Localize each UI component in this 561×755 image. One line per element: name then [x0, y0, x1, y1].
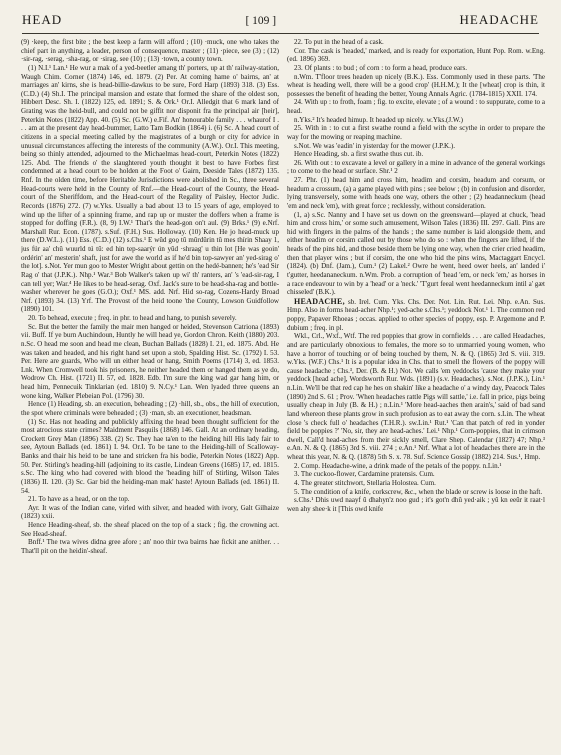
header-left-word: HEAD [22, 12, 63, 27]
running-header [22, 12, 539, 32]
sense-paragraph: Hence (1) Heading, sb. an execution, beheading ; (2) ·hill, sb., obs., the hill of execution, the spot where criminals were beheaded ; (3) ·man, sb. an executioner, headsman. [21, 400, 279, 417]
citation-block: s.Not. We was 'eadin' in yisterday for the mower (J.P.K.). [294, 141, 455, 150]
sense-paragraph: 24. With up : to froth, foam ; fig. to excite, elevate ; of a wound : to suppurate, come to a head. [287, 98, 545, 115]
sense-paragraph: 22. To put in the head of a cask. [294, 38, 384, 46]
citation-block: (1, a) s.Sc. Nanny and I have set us down on the greensward—played at chuck, 'head him and cross him,' or some such amusement, Wilson Tales (1836) III. 297. Gall. Pins are hid with fingers in the palms of the hands ; the same number is laid alongside them, and either headim or corsim called out by those who do so : when the fingers are lifted, if the heads of the pins hid, and those beside them be lying one way, when the crier cried headim, then that player wins ; but if corsim, the one who hid the pins wins, Mactaggart Encycl. (1824). (b) Dnf. (Jam.), Cum.¹ (2) Lakel.² Owre he went, heed ower heels, an' landed i' t'gutter, heedananeckum. n.Wm. Prob. a corruption of 'head 'em, or neck 'em,' as horses in a race endeavour to win by a 'head' or a 'neck.' 'T'gurt feeal went heedanneckum intil a' gæt chisseled' (B.K.). [287, 210, 545, 297]
right-column [287, 38, 545, 746]
header-rule [22, 33, 539, 34]
entry-definition: sb. Irel. Cum. Yks. Chs. Der. Not. Lin. Rut. Lei. Nhp. e.An. Sus. Hmp. Also in forms head-acher Nhp.¹; yed-ache s.Chs.¹; yeddock Not.¹ 1. The common red poppy, Papaver Rhoeas ; occas. applied to other species of poppy, esp. P. Argemone and P. dubium ; freq. in pl. [287, 297, 545, 332]
left-column [21, 38, 279, 746]
sense-paragraph: (9) ·keep, the first bite ; the best keep a farm will afford ; (10) ·muck, one who takes the chief part in anything, a leader, person of consequence, master ; (11) ·piece, see (3) ; (12) ·sir-rag, ·serag, ·sha-rag, or ·sirag, see (10) ; (13) ·town, a county town. [21, 38, 279, 64]
entry-headword: HEADACHE, [294, 296, 345, 306]
dictionary-entry [287, 298, 545, 333]
citation-block: Sc. But the better the family the mair men hanged or heided, Stevenson Catriona (1893) vii. Buff. If ye burn Auchindoun, Huntly he will head ye, Gordon Chron. Keith (1880) 203. n.Sc. O head me soon and head me clean, Buchan Ballads (1828) I. 21, ed. 1875. Abd. He was taken and headed, and his right hand set upon a stob, Spalding Hist. Sc. (1792) I. 53. Per. Here are guards, Who will un either head or hang, Smith Poems (1714) 3, ed. 1853. Lnk. When Cromwell took his prisoners, he neither headed them or hanged them as ye do, Wodrow Ch. Hist. (1721) II. 57, ed. 1828. Edb. I'm sure the king wad gar hang him, or head him, Pennecuik Tinklarian (ed. 1810) 9. N.Cy.¹ Lan. Wen lyaded three queens an wone king, Walker Plebeian Pol. (1796) 30. [21, 322, 279, 400]
citation-block: Ayr. It was of the Indian cane, virled with silver, and headed with ivory, Galt Gilhaize (1823) xxii. [21, 503, 279, 521]
sense-paragraph: 4. The greater stitchwort, Stellaria Holostea. Cum. [294, 478, 436, 487]
sense-paragraph: Hence Heading, sb. a first swathe thus cut. ib. [294, 150, 424, 159]
citation-block: Wkl., Crl., Wxf., Wtf. The red poppies that grow in cornfields . . . are called Headaches, and are particularly obnoxious to females, the more so to unmarried young women, who have a horror of touching or of being touched by them, N. & Q. (1865) 3rd S. viii. 319. w.Yks. (W.F.) Chs.¹ It is a popular idea in Chs. that to smell the flowers of the poppy will cause headache ; Chs.³, Der. (B. & H.) Not. We calls 'em yeddocks 'cause they make your yeddock [head ache], Wordsworth Rur. Wds. (1891) (s.v. Headaches). s.Not. (J.P.K.), Lin.¹ n.Lin. We'll be that red cap he hes on shakin' like a headache o' a windy day, Peacock Tales (1890) 2nd S. 61 ; Prov. 'When headaches rattle Pigs will sattle,' i.e. fall in price, pigs being usually cheap in July (B. & H.) ; n.Lin.¹ 'More head-aaches then arain's,' said of bad sand land whereon these plants grow in such profusion as to eat away the corn. s.Lin. The wheat close 's check full o' headaches (T.H.R.). sw.Lin.¹ Rut.¹ 'Can that patch of red in yonder field be poppies ?' 'No, sir, they are head-aches.' Lei.¹ Nhp.¹ Corn-poppies, that in crimson dwell, Call'd head-aches from their sickly smell, Clare Shep. Calendar (1827) 47; Nhp.³ e.An. N. & Q. (1865) 3rd S. viii. 274 ; e.An.¹ Nrf. What a lot of headaches there are in the wheat this year, N. & Q. (1878) 5th S. x. 78. Suf. Science Gossip (1882) 214. Sus.¹, Hmp. [287, 332, 545, 461]
header-right-word: HEADACHE [459, 12, 539, 27]
sense-paragraph: 20. To behead, execute ; freq. in phr. to head and hang, to punish severely. [28, 314, 237, 322]
sense-paragraph: 23. Of plants : to bud ; of corn : to form a head, produce ears. [294, 63, 467, 72]
citation-block: n.Wm. T'floor trees headen up nicely (B.K.). Ess. Commonly used in these parts. 'The wheat is heading well, there will be a good crop' (H.H.M.); It the [wheat] crop is thin, it possesses the benefit of heading the better, Young Annals Agric. (1784-1815) XXII. 174. [287, 72, 545, 98]
citation-block: (1) Sc. Has not heading and publickly affixing the head been thought sufficient for the most atrocious state crimes? Maidment Pasquils (1868) 146. Gall. At an ordinary heading, Crockett Grey Man (1896) 338. (2) Sc. They hae ta'en to the heiding hill His lady fair to see, Aytoun Ballads (ed. 1861) I. 94. Or.I. To be tane to the Heiding-hill of Scalloway-Banks and thair his heid to be tane and stricken fra his bodie, Peterkin Notes (1822) App. 50. Per. Stirling's heading-hill (adjoining to its castle, Lindean Greens (1685) 17, ed. 1815. s.Sc. The king who had covered with blood the 'heading hill' of Stirling, Wilson Tales (1836) II. 120. (3) Sc. Gar bid the heiding-man mak' haste! Aytoun Ballads (ed. 1861) II. 54. [21, 417, 279, 495]
citation-block: (1) N.I.¹ Lan.¹ He wur a mak of a yed-beetler amang th' porters, up at th' railway-station, Waugh Chim. Corner (1874) 146, ed. 1879. (2) Per. At coming hame o' bairns, an' at marriages an' kirns, she is head-billie-dawkus to be sure, Ford Harp (1893) 318. (3) Ess. (C.D.) (4) Sh.I. The principal mansion and estate that formed the share of the oldest son, Hibbert Desc. Sh. I. (1822) 125, ed. 1891; S. & Ork.¹ Or.I. Alledgit that 6 mark land of Grating was the heid-bull, and could not be giffit nor disponit fra the principal air [heir], Peterkin Notes (1822) App. 40. (5) Sc. (G.W.) e.Fif. An' honourable family . . . whaurof I . . . am at the present day head-bummer, Latto Tam Bodkin (1864) i. (6) Sc. A head court of citizens in a special meeting called by the magistrates of a burgh or city for advice in unusual circumstances affecting the interests of the community (A.W.). Or.I. This meeting, being so thinly attended, adjourned to the Michaelmas head-court, Peterkin Notes (1822) 125. Abd. The friends o' the slaughtered youth thought it best to have Forbes first condemned at a head court to be holden at the Foot o' Gairn, Deeside Tales (1872) 135. Rnf. In the olden time, before Heritable Jurisdictions were abolished in Sc., three several Head-courts were held in the County of Rnf.—the Head-court of the County, the Head-court of the Sheriffdom, and the Head-court of the Regality of Paisley, Hector Judic. Records (1876) 272. (7) w.Yks. Usually a bad about 13 to 15 years of age, employed to wind up the lifter of a spinning frame, and rap up or muster the doffers when a frame is stopped for doffing (F.R.). (8, 9) I.W.¹ That's the head-gon on't aul. (9) Brks.¹ (9) e.Nrf. Marshall Rur. Econ. (1787). s.Suf. (F.H.) Sus. Holloway. (10) Ken. He jo head-muck up there (D.W.L.). (11) Ess. (C.D.) (12) s.Chs.¹ E wŭd goo̱ tǔ mǔrdǔrin tǔ mes thírin Shaay 1, jus fúr aa' chǔ wuurld tú tǔ: ed hin tep-saarýr ún yǔd ·shraag' u thin lot [He was gooin' ordérin' an' mesterin' shaft, just for awe the world as if he'd bin top-sawyer an' yed-sirag o' the lot]. s.Not. Yer mun goo to Mester Wright about gettin on the hedé-bannen; he's 'ead Sir Rag o' that (J.P.K.). Nhp.¹ War.³ Bob Walker's taken up wi' th' ranters, an' 's 'ead-sir-rag, I can tell yer; War.⁴ He likes to be head-serag. Oxf. Jack's sure to be head-sha-rag and bottle-washer wherever he goes (G.O.); Oxf.¹ MS. add. Nrf. Hid so-rag, Cozens-Hardy Broad Nrf. (1893) 34. (13) Yrf. The Provost of the heid toone 'the County, Lowson Guidfollow (1890) 101. [21, 63, 279, 314]
sense-paragraph: 5. The condition of a knife, corkscrew, &c., when the blade or screw is loose in the haft. [294, 487, 543, 496]
sense-paragraph: 2. Comp. Headache-wine, a drink made of the petals of the poppy. n.Lin.¹ [294, 461, 502, 470]
citation-block: n.Yks.² It's headed himup. It headed up nicely. w.Yks.(J.W.) [294, 115, 463, 124]
sense-paragraph: 27. Phr. (1) head him and cross him, headim and corsim, headum and corsum, or headum a crossum, (a) a game played with pins ; see below ; (b) in confusion and disorder, lying transversely, some with heads one way, others the other ; (2) headanneckum (head 'em and neck 'em), with great force ; recklessly, without consideration. [287, 176, 545, 210]
sense-paragraph: 26. With out : to excavate a level or gallery in a mine in advance of the general workings ; to come to the head or surface. Shr.¹ 2 [287, 158, 545, 176]
citation-block: Cor. The cask is 'headed,' marked, and is ready for exportation, Hunt Pop. Rom. w.Eng. (ed. 1896) 369. [287, 46, 545, 64]
sense-paragraph: 3. The cuckoo-flower, Cardamine pratensis. Cum. [294, 470, 435, 479]
citation-block: s.Chs.¹ Dhis uwd naayf ŭ dhahyn'z noo gud ; it's got'n dhŭ yed·aik ; yŭ kn eeŭr it raat·l wen ahy shee·k it [This owd knife [287, 496, 545, 513]
sense-paragraph: 21. To have as a head, or on the top. [28, 495, 130, 504]
page-number: [ 109 ] [245, 15, 277, 27]
sense-paragraph: Hence Heading-sheaf, sb. the sheaf placed on the top of a stack ; fig. the crowning act. See Head-sheaf. [21, 521, 279, 538]
citation-block: Bnff.¹ The twa wives didna gree afore ; an' noo thir twa bairns hae fickit ane anither. . . That'll pit on the heidin'-sheaf. [21, 538, 279, 555]
sense-paragraph: 25. With in : to cut a first swathe round a field with the scythe in order to prepare the way for the mowing or reaping machine. [287, 124, 545, 141]
